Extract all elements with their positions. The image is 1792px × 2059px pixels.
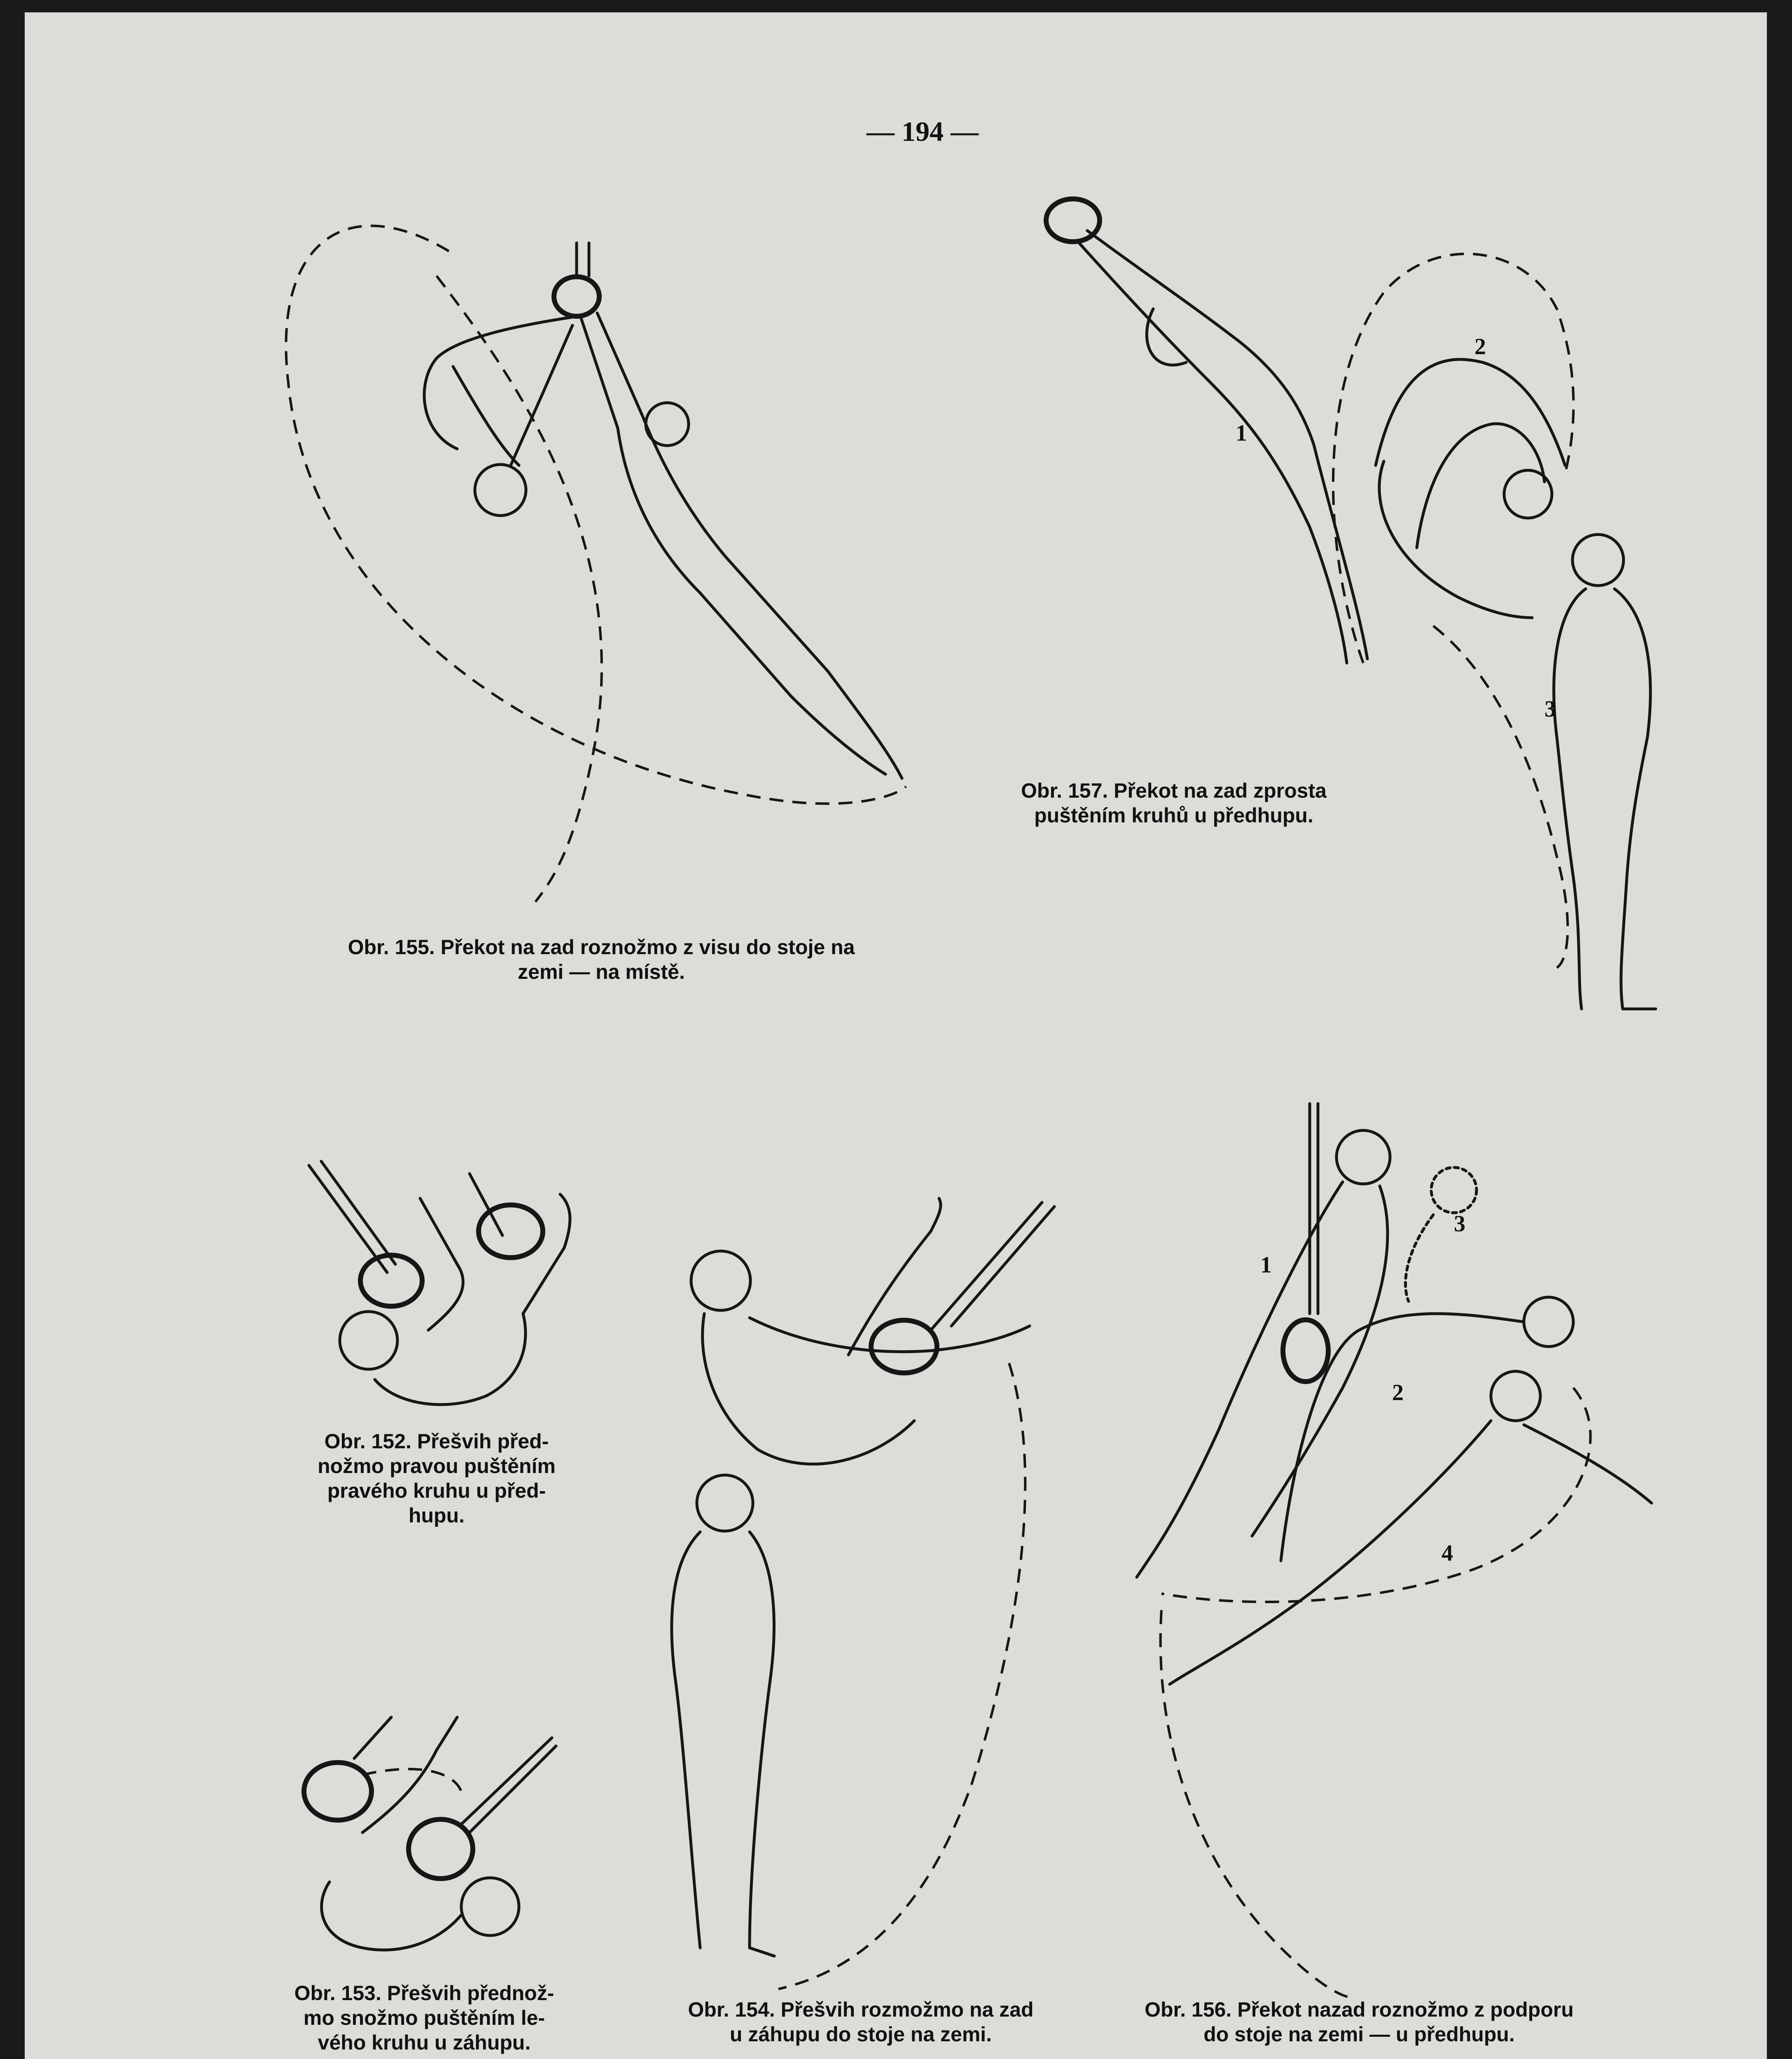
caption-152-line-3: pravého kruhu u před- xyxy=(327,1479,546,1502)
caption-153-line-1: Obr. 153. Přešvih přednož- xyxy=(294,1982,554,2005)
caption-figure-152 xyxy=(280,1429,593,1528)
fig157-label-1: 1 xyxy=(1236,420,1247,446)
caption-156-line-1: Obr. 156. Překot nazad roznožmo z podporu xyxy=(1145,1998,1574,2021)
fig157-label-2: 2 xyxy=(1474,334,1486,360)
figure-156-illustration xyxy=(1137,1104,1652,1997)
caption-157-line-2: puštěním kruhů u předhupu. xyxy=(1034,804,1313,827)
caption-153-line-2: mo snožmo puštěním le- xyxy=(303,2006,545,2029)
caption-153-line-3: vého kruhu u záhupu. xyxy=(318,2031,531,2054)
figure-154-illustration xyxy=(672,1198,1054,1989)
illustrations xyxy=(25,12,1767,2059)
fig157-label-3: 3 xyxy=(1544,696,1556,722)
caption-figure-154 xyxy=(630,1997,1091,2047)
fig156-label-4: 4 xyxy=(1442,1541,1453,1566)
figure-152-illustration xyxy=(309,1161,570,1405)
fig156-label-1: 1 xyxy=(1260,1252,1272,1278)
figure-155-illustration xyxy=(286,226,906,902)
caption-figure-155 xyxy=(264,935,939,984)
book-page xyxy=(25,12,1767,2059)
page-number: — 194 — xyxy=(867,116,979,147)
caption-155-line-2: zemi — na místě. xyxy=(518,960,685,983)
caption-figure-156 xyxy=(1087,1997,1631,2047)
caption-154-line-1: Obr. 154. Přešvih rozmožmo na zad xyxy=(688,1998,1034,2021)
figure-157-illustration xyxy=(1046,199,1656,1009)
caption-155-line-1: Obr. 155. Překot na zad roznožmo z visu do stoje na xyxy=(348,936,855,959)
caption-figure-157 xyxy=(988,778,1359,828)
caption-figure-153 xyxy=(239,1981,610,2055)
caption-152-line-2: nožmo pravou puštěním xyxy=(318,1454,556,1478)
figure-153-illustration xyxy=(304,1717,556,1950)
caption-156-line-2: do stoje na zemi — u předhupu. xyxy=(1203,2023,1515,2046)
fig156-label-2: 2 xyxy=(1392,1380,1404,1405)
caption-157-line-1: Obr. 157. Překot na zad zprosta xyxy=(1021,779,1327,802)
caption-152-line-4: hupu. xyxy=(408,1504,465,1527)
caption-154-line-2: u záhupu do stoje na zemi. xyxy=(729,2023,992,2046)
caption-152-line-1: Obr. 152. Přešvih před- xyxy=(324,1430,549,1453)
fig156-label-3: 3 xyxy=(1454,1211,1465,1237)
